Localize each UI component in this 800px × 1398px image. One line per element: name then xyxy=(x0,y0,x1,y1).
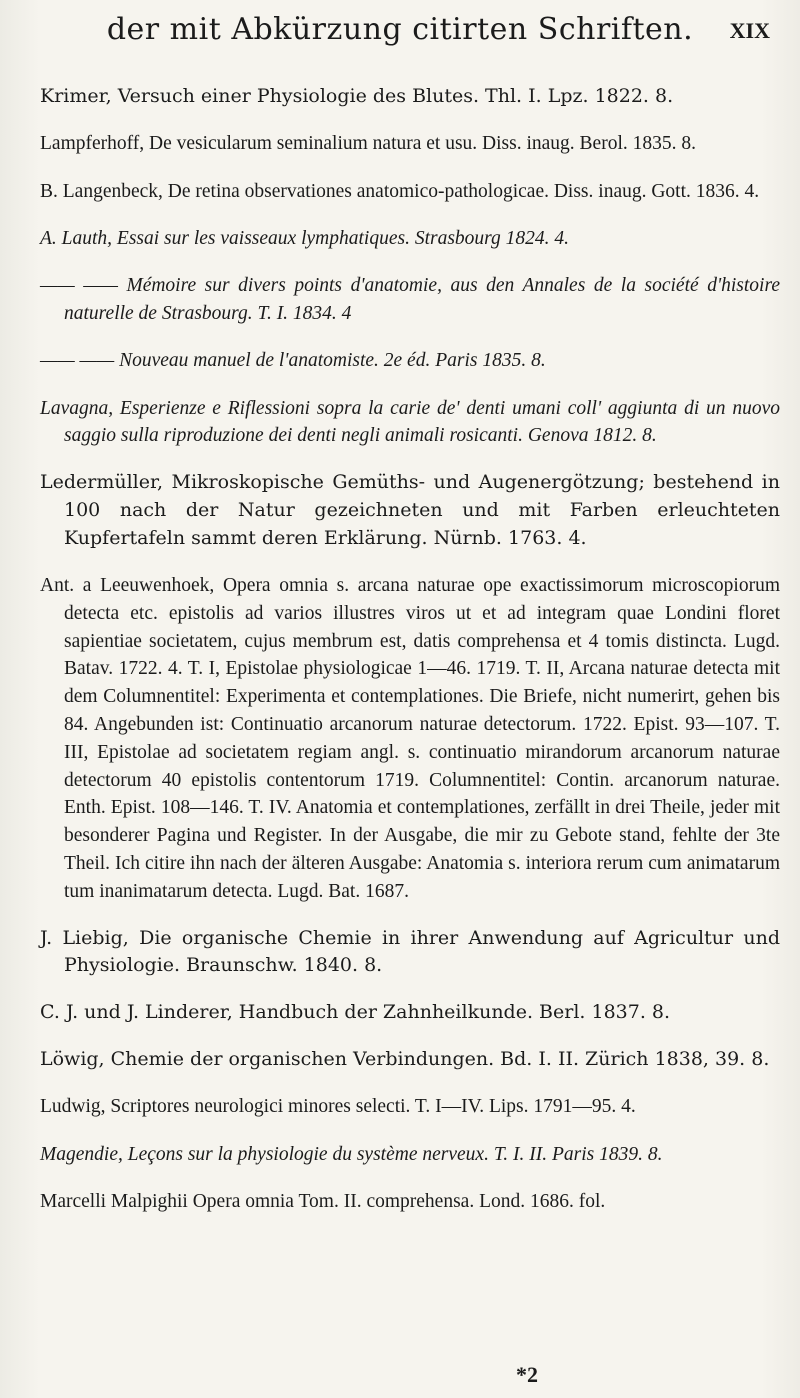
bibliography-entry-krimer: Krimer, Versuch einer Physiologie des Blutes. Thl. I. Lpz. 1822. 8. xyxy=(40,85,674,107)
printer-signature: *2 xyxy=(516,1362,538,1387)
bibliography-entry-liebig: J. Liebig, Die organische Chemie in ihrer Anwendung auf Agricultur und Physiologie. Braunschw. 1840. 8. xyxy=(40,926,780,977)
bibliography-entry-leeuwenhoek: Ant. a Leeuwenhoek, Opera omnia s. arcana naturae ope exactissimorum microscopiorum detecta etc. epistolis ad varios illustres viros ut et ad integram quae Londini floret sapientiae societatem, cujus membrum est, datis comprehensa et 4 tomis distincta. Lugd. Batav. 1722. 4. T. I, Epistolae physiologicae 1—46. 1719. T. II, Arcana naturae detecta mit dem Columnentitel: Experimenta et contemplationes. Die Briefe, nicht numerirt, gehen bis 84. Angebunden ist: Continuatio arcanorum naturae detectorum. 1722. Epist. 93—107. T. III, Epistolae ad societatem regiam angl. s. continuatio mirandorum arcanorum naturae detectorum 40 epistolis contentorum 1719. Columnentitel: Contin. arcanorum naturae. Enth. Epist. 108—146. T. IV. Anatomia et contemplationes, zerfällt in drei Theile, jeder mit besonderer Pagina und Register. In der Ausgabe, die mir zu Gebote stand, fehlte der 3te Theil. Ich citire ihn nach der älteren Ausgabe: Anatomia s. interiora rerum cum animatarum tum inanimatarum detecta. Lugd. Bat. 1687. xyxy=(40,575,780,902)
bibliography-entry-lavagna: Lavagna, Esperienze e Riflessioni sopra la carie de' denti umani coll' aggiunta di un nuovo saggio sulla riproduzione dei denti negli animali rosicanti. Genova 1812. 8. xyxy=(40,397,780,447)
page-number: XIX xyxy=(729,18,770,43)
bibliography-entry-lampferhoff: Lampferhoff, De vesicularum seminalium natura et usu. Diss. inaug. Berol. 1835. 8. xyxy=(40,133,696,155)
bibliography-entry-lauth-memoire: —— —— Mémoire sur divers points d'anatomie, aus den Annales de la société d'histoire naturelle de Strasbourg. T. I. 1834. 4 xyxy=(40,275,780,324)
bibliography-entry-ledermueller: Ledermüller, Mikroskopische Gemüths- und Augenergötzung; bestehend in 100 nach der Natur gezeichneten und mit Farben erleuchteten Kupfertafeln sammt deren Erklärung. Nürnb. 1763. 4. xyxy=(40,471,780,549)
bibliography-entry-magendie: Magendie, Leçons sur la physiologie du système nerveux. T. I. II. Paris 1839. 8. xyxy=(40,1143,663,1165)
running-head xyxy=(0,4,800,64)
running-title: der mit Abkürzung citirten Schriften. xyxy=(106,12,694,47)
bibliography-entry-langenbeck: B. Langenbeck, De retina observationes anatomico-pathologicae. Diss. inaug. Gott. 1836. 4. xyxy=(40,180,760,202)
bibliography-entry-lauth-essai: A. Lauth, Essai sur les vaisseaux lymphatiques. Strasbourg 1824. 4. xyxy=(40,227,570,249)
bibliography-entry-ludwig: Ludwig, Scriptores neurologici minores selecti. T. I—IV. Lips. 1791—95. 4. xyxy=(40,1096,636,1118)
bibliography-entry-malpighi: Marcelli Malpighii Opera omnia Tom. II. comprehensa. Lond. 1686. fol. xyxy=(40,1190,606,1212)
bibliography-list xyxy=(40,64,780,1227)
bibliography-entry-loewig: Löwig, Chemie der organischen Verbindungen. Bd. I. II. Zürich 1838, 39. 8. xyxy=(40,1048,770,1071)
bibliography-entry-lauth-manuel: —— —— Nouveau manuel de l'anatomiste. 2e éd. Paris 1835. 8. xyxy=(40,350,546,372)
bibliography-entry-linderer: C. J. und J. Linderer, Handbuch der Zahnheilkunde. Berl. 1837. 8. xyxy=(40,1001,671,1024)
